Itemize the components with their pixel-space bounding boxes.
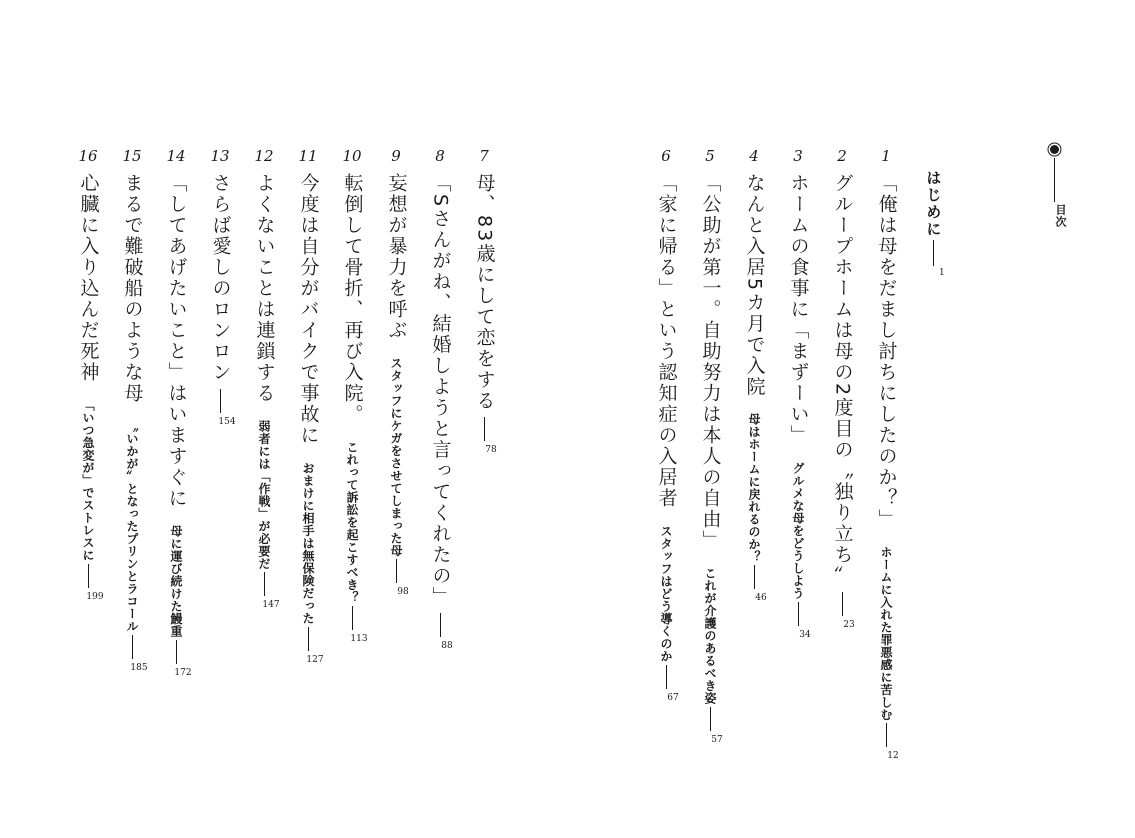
intro-entry[interactable]: [923, 170, 945, 278]
leader-line: [220, 389, 221, 413]
leader-line: [484, 417, 485, 441]
intro-title: はじめに: [924, 170, 943, 238]
chapter-entry[interactable]: [204, 147, 236, 427]
intro-page: 1: [939, 268, 945, 278]
leader-line: [352, 606, 353, 630]
leader-line: [754, 565, 755, 589]
chapter-entry[interactable]: [160, 147, 192, 678]
toc-marker-line: [1054, 158, 1055, 202]
chapter-number: 3: [793, 147, 803, 165]
chapter-subtitle: 〝いかが〟となったプリンとラコール: [125, 420, 139, 633]
chapter-number: 6: [661, 147, 671, 165]
chapter-title: グループホームは母の2度目の〝独り立ち〟: [831, 173, 854, 587]
page-number: 23: [843, 620, 855, 631]
chapter-number: 5: [705, 147, 715, 165]
page-number: 78: [485, 445, 497, 456]
page-number: 154: [218, 417, 236, 427]
chapter-entry[interactable]: [336, 147, 368, 644]
chapter-title: なんと入居5カ月で入院: [743, 173, 766, 398]
chapter-title: 今度は自分がバイクで事故に: [297, 173, 320, 446]
chapter-subtitle: これって訴訟を起こすべき？: [345, 441, 359, 604]
page-number: 127: [306, 654, 324, 665]
leader-line: [440, 613, 441, 637]
chapter-subtitle: おまけに相手は無保険だった: [301, 462, 315, 625]
chapter-number: 13: [210, 147, 230, 165]
chapter-title: 「家に帰る」という認知症の入居者: [655, 173, 678, 509]
chapter-entry[interactable]: [72, 147, 104, 602]
leader-line: [666, 665, 667, 689]
chapter-entry[interactable]: [424, 147, 456, 651]
chapter-title: 「公助が第一。自助努力は本人の自由」: [699, 173, 722, 551]
chapter-subtitle: 母に運び続けた鰻重: [169, 525, 183, 638]
chapter-number: 15: [122, 147, 142, 165]
chapter-title: 心臓に入り込んだ死神: [77, 173, 100, 383]
toc-marker: [1040, 145, 1068, 228]
leader-line: [176, 640, 177, 664]
chapter-subtitle: これが介護のあるべき姿: [703, 567, 717, 705]
chapter-subtitle: 母はホームに戻れるのか？: [747, 413, 761, 564]
chapter-subtitle: ホームに入れた罪悪感に苦しむ: [879, 546, 893, 721]
chapter-title: まるで難破船のような母: [121, 173, 144, 404]
chapter-subtitle: スタッフはどう導くのか: [659, 525, 673, 663]
intro-leader: [933, 240, 934, 266]
chapter-title: 妄想が暴力を呼ぶ: [385, 173, 408, 341]
leader-line: [842, 592, 843, 616]
page-number: 113: [350, 633, 368, 644]
chapter-subtitle: 「いつ急変が」でストレスに: [81, 399, 95, 562]
chapter-entry[interactable]: [468, 147, 500, 455]
page-number: 57: [711, 734, 723, 745]
chapter-title: ホームの食事に「まずーい」: [787, 173, 810, 446]
leader-line: [132, 635, 133, 659]
chapter-title: 「俺は母をだまし討ちにしたのか？」: [875, 173, 898, 530]
chapter-entry[interactable]: [380, 147, 412, 597]
chapter-title: 「Sさんがね、結婚しようと言ってくれたの」: [429, 173, 452, 608]
chapter-entry[interactable]: [248, 147, 280, 610]
chapter-number: 1: [881, 147, 891, 165]
bullet-icon: [1050, 145, 1059, 154]
leader-line: [88, 564, 89, 588]
chapter-entry[interactable]: [116, 147, 148, 673]
chapter-number: 8: [435, 147, 445, 165]
leader-line: [308, 627, 309, 651]
chapter-subtitle: スタッフにケガをさせてしまった母: [389, 357, 403, 557]
chapter-number: 4: [749, 147, 759, 165]
leader-line: [264, 572, 265, 596]
chapter-entry[interactable]: [738, 147, 770, 603]
chapter-subtitle: 弱者には「作戦」が必要だ: [257, 420, 271, 570]
page-number: 12: [887, 751, 899, 761]
chapter-number: 12: [254, 147, 274, 165]
chapter-entry[interactable]: [870, 147, 902, 761]
page-number: 34: [799, 629, 811, 640]
chapter-number: 9: [391, 147, 401, 165]
chapter-title: 転倒して骨折、再び入院。: [341, 173, 364, 425]
chapter-entry[interactable]: [292, 147, 324, 665]
toc-heading: 目次: [1054, 204, 1067, 228]
chapter-entry[interactable]: [694, 147, 726, 745]
chapter-title: 「してあげたいこと」はいますぐに: [165, 173, 188, 509]
chapter-title: 母、83歳にして恋をする: [473, 173, 496, 412]
chapter-number: 2: [837, 147, 847, 165]
chapter-title: よくないことは連鎖する: [253, 173, 276, 404]
chapter-number: 14: [166, 147, 186, 165]
page-number: 172: [174, 667, 192, 678]
chapter-number: 11: [298, 147, 318, 165]
chapter-entry[interactable]: [782, 147, 814, 640]
chapter-subtitle: グルメな母をどうしよう: [791, 462, 805, 600]
chapter-entry[interactable]: [650, 147, 682, 703]
page-number: 199: [86, 591, 104, 602]
page-number: 67: [667, 692, 679, 703]
chapter-number: 10: [342, 147, 362, 165]
leader-line: [710, 707, 711, 731]
page-number: 46: [755, 593, 767, 604]
leader-line: [396, 559, 397, 583]
page-number: 98: [397, 587, 409, 597]
chapter-number: 7: [479, 147, 489, 165]
leader-line: [798, 602, 799, 626]
chapter-title: さらば愛しのロンロン: [209, 173, 232, 383]
page-number: 185: [130, 662, 148, 673]
page-number: 147: [262, 600, 280, 610]
page-number: 88: [441, 641, 453, 652]
chapter-number: 16: [78, 147, 98, 165]
leader-line: [886, 723, 887, 747]
chapter-entry[interactable]: [826, 147, 858, 630]
